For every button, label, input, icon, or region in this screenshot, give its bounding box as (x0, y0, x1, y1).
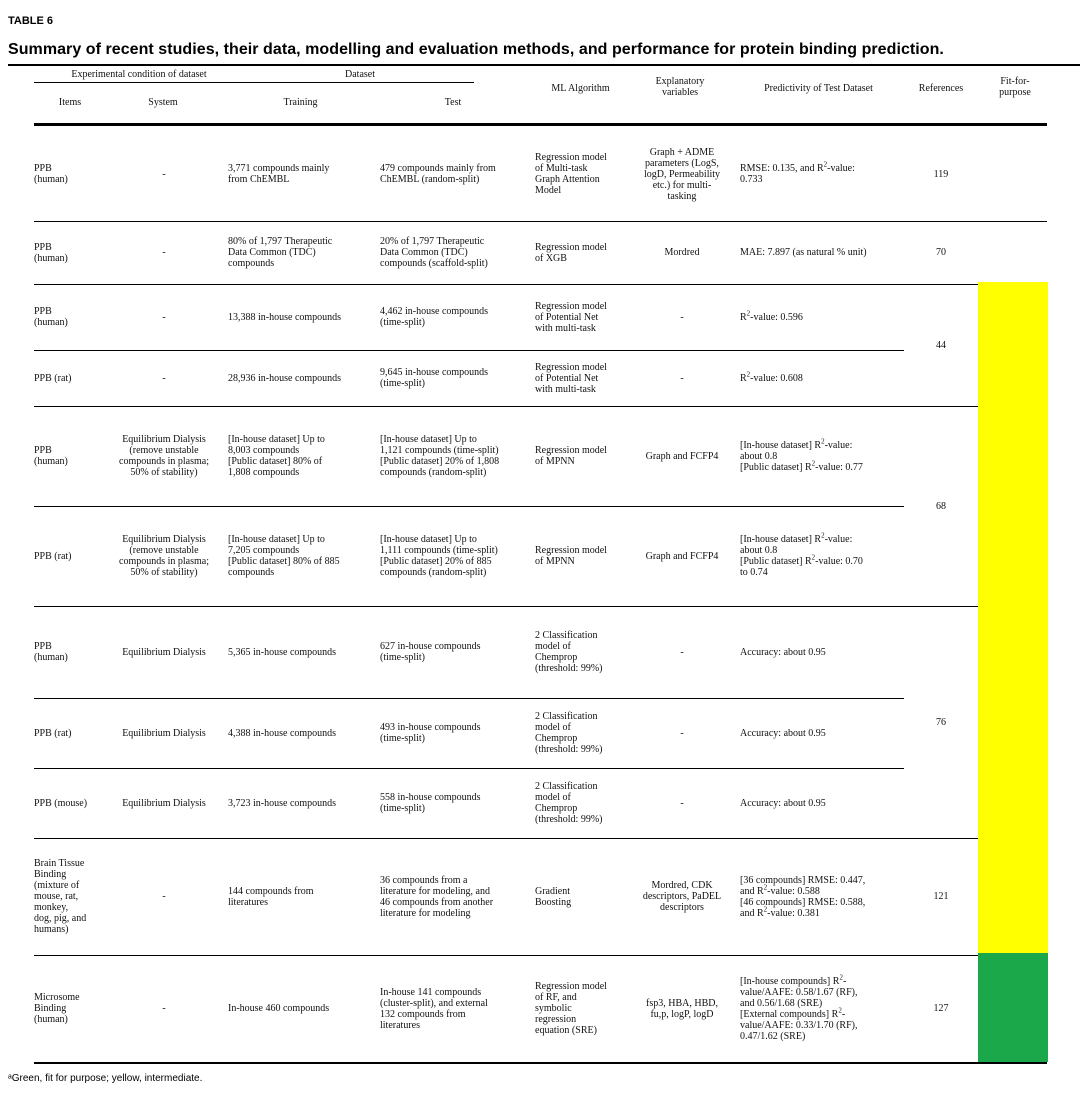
cell-items (34, 284, 106, 350)
cell-reference (905, 955, 977, 1062)
cell-ml-text: 2 Classification model of Chemprop (threshold: 99%) (535, 630, 603, 674)
cell-predictivity (740, 506, 902, 606)
cell-predictivity-text: RMSE: 0.135, and $R^2$-value: 0.733 (740, 160, 855, 185)
cell-items-text: PPB (rat) (34, 550, 72, 562)
cell-explanatory-text: Mordred, CDK descriptors, PaDEL descriptors (642, 880, 722, 913)
cell-items-text: PPB (human) (34, 163, 68, 185)
cell-training-text: 144 compounds from literatures (228, 885, 314, 908)
cell-training (228, 606, 373, 698)
cell-ml (535, 768, 630, 838)
cell-training-text: 4,388 in-house compounds (228, 727, 337, 739)
cell-test (380, 406, 530, 506)
fit-for-purpose-yellow (978, 282, 1048, 350)
cell-explanatory-text: Graph and FCFP4 (645, 450, 719, 462)
cell-training-text: 5,365 in-house compounds (228, 646, 337, 658)
header-fit: Fit-for- purpose (999, 76, 1031, 98)
cell-predictivity (740, 284, 902, 350)
cell-system (108, 127, 220, 221)
cell-explanatory (632, 698, 732, 768)
cell-predictivity-text: [In-house compounds] $R^2-$ value/AAFE: 0.58/1.67 (RF), and 0.56/1.68 (SRE) [External compounds] $R^2-$ value/AAFE: 0.33/1.70 (RF), 0.47/1.62 (SRE) (740, 973, 858, 1042)
cell-test-text: 558 in-house compounds (time-split) (380, 792, 481, 814)
cell-items (34, 606, 106, 698)
cell-training-text: In-house 460 compounds (228, 1003, 330, 1014)
cell-explanatory-text: Graph + ADME parameters (LogS, logD, Permeability etc.) for multi- tasking (643, 146, 721, 202)
header-experimental-group: Experimental condition of dataset (71, 69, 207, 80)
cell-test-text: 479 compounds mainly from ChEMBL (random-split) (380, 163, 496, 185)
caption-rule (8, 64, 1080, 66)
fit-for-purpose-yellow (978, 604, 1048, 698)
header-predictivity: Predictivity of Test Dataset (764, 83, 873, 94)
cell-test-text: 36 compounds from a literature for modeling, and 46 compounds from another literature for modeling (380, 874, 494, 919)
cell-ml-text: Regression model of Multi-task Graph Attention Model (535, 152, 607, 196)
cell-items-text: PPB (mouse) (34, 797, 88, 809)
cell-items-text: PPB (human) (34, 641, 68, 663)
cell-items (34, 768, 106, 838)
cell-system-text: - (162, 1003, 166, 1014)
footnote: ᵃGreen, fit for purpose; yellow, intermediate. (8, 1073, 203, 1084)
cell-explanatory (632, 506, 732, 606)
cell-system-text: - (162, 168, 166, 180)
reference-number: 44 (936, 339, 946, 351)
cell-system (108, 221, 220, 284)
cell-items-text: Brain Tissue Binding (mixture of mouse, rat, monkey, dog, pig, and humans) (34, 858, 87, 935)
fit-for-purpose-yellow (978, 766, 1048, 838)
cell-predictivity-text: $R^2$-value: 0.596 (740, 309, 803, 323)
header-dataset-group: Dataset (345, 69, 375, 80)
cell-system (108, 284, 220, 350)
cell-test (380, 698, 530, 768)
cell-system (108, 606, 220, 698)
reference-number: 76 (936, 716, 946, 728)
cell-test (380, 506, 530, 606)
fit-for-purpose-yellow (978, 836, 1048, 955)
cell-predictivity-text: MAE: 7.897 (as natural % unit) (740, 247, 867, 258)
cell-reference (905, 284, 977, 406)
cell-system-text: Equilibrium Dialysis (122, 727, 206, 739)
cell-predictivity-text: $R^2$-value: 0.608 (740, 370, 803, 384)
cell-test-text: [In-house dataset] Up to 1,111 compounds (time-split) [Public dataset] 20% of 885 compounds (random-split) (380, 534, 498, 578)
cell-test (380, 768, 530, 838)
cell-ml-text: Regression model of MPNN (535, 445, 607, 467)
cell-explanatory (632, 955, 732, 1062)
cell-predictivity-text: [In-house dataset] $R^2$-value: about 0.8 [Public dataset] $R^2$-value: 0.77 (740, 437, 863, 473)
table-label: TABLE 6 (8, 15, 54, 27)
cell-training (228, 768, 373, 838)
cell-items (34, 127, 106, 221)
reference-number: 127 (933, 1003, 949, 1014)
cell-explanatory (632, 838, 732, 955)
cell-system-text: Equilibrium Dialysis (remove unstable compounds in plasma; 50% of stability) (119, 534, 209, 578)
cell-explanatory (632, 350, 732, 406)
cell-training-text: 3,771 compounds mainly from ChEMBL (228, 163, 330, 185)
cell-reference (905, 406, 977, 606)
cell-training (228, 221, 373, 284)
cell-ml (535, 838, 630, 955)
cell-items-text: PPB (rat) (34, 372, 72, 384)
cell-explanatory (632, 606, 732, 698)
cell-explanatory (632, 768, 732, 838)
reference-number: 70 (936, 247, 946, 258)
cell-ml-text: Regression model of Potential Net with multi-task (535, 300, 607, 334)
cell-ml (535, 406, 630, 506)
cell-test-text: 4,462 in-house compounds (time-split) (380, 306, 489, 328)
cell-system-text: Equilibrium Dialysis (122, 646, 206, 658)
header-test: Test (444, 97, 462, 108)
cell-items-text: PPB (human) (34, 241, 68, 264)
cell-reference (905, 838, 977, 955)
cell-system (108, 698, 220, 768)
header-rule (34, 123, 1047, 126)
cell-explanatory-text: - (680, 311, 684, 323)
fit-for-purpose-green (978, 953, 1048, 1062)
cell-ml (535, 506, 630, 606)
cell-predictivity-text: Accuracy: about 0.95 (740, 646, 826, 658)
cell-ml-text: Regression model of RF, and symbolic regression equation (SRE) (535, 981, 607, 1036)
cell-system-text: Equilibrium Dialysis (122, 797, 206, 809)
cell-system (108, 955, 220, 1062)
cell-ml (535, 698, 630, 768)
header-items: Items (58, 97, 82, 108)
header-training: Training (283, 97, 318, 108)
cell-explanatory (632, 284, 732, 350)
cell-items-text: PPB (human) (34, 445, 68, 467)
cell-predictivity (740, 406, 902, 506)
cell-training (228, 284, 373, 350)
cell-items (34, 955, 106, 1062)
cell-system (108, 838, 220, 955)
cell-explanatory-text: Graph and FCFP4 (645, 550, 719, 562)
cell-explanatory-text: - (680, 797, 684, 809)
fit-for-purpose-yellow (978, 696, 1048, 768)
fit-for-purpose-yellow (978, 348, 1048, 406)
cell-ml (535, 955, 630, 1062)
fit-for-purpose-yellow (978, 404, 1048, 506)
cell-system-text: - (162, 891, 166, 902)
cell-system-text: - (162, 372, 166, 384)
cell-predictivity (740, 606, 902, 698)
cell-explanatory-text: fsp3, HBA, HBD, fu,p, logP, logD (646, 997, 718, 1020)
cell-system (108, 506, 220, 606)
cell-items-text: PPB (human) (34, 306, 68, 328)
cell-ml (535, 350, 630, 406)
cell-ml-text: Regression model of MPNN (535, 545, 607, 567)
cell-system-text: - (162, 311, 166, 323)
cell-ml-text: Regression model of Potential Net with multi-task (535, 361, 607, 395)
cell-test (380, 838, 530, 955)
cell-items (34, 838, 106, 955)
cell-system-text: - (162, 247, 166, 258)
cell-ml (535, 284, 630, 350)
cell-predictivity (740, 955, 902, 1062)
table-caption: Summary of recent studies, their data, modelling and evaluation methods, and performance for protein binding prediction. (8, 41, 944, 58)
cell-test (380, 606, 530, 698)
cell-training-text: 3,723 in-house compounds (228, 797, 337, 809)
cell-predictivity-text: [36 compounds] RMSE: 0.447, and $R^2$-value: 0.588 [46 compounds] RMSE: 0.588, and $R^2$-value: 0.381 (740, 874, 866, 919)
reference-number: 68 (936, 500, 946, 512)
cell-training (228, 955, 373, 1062)
cell-predictivity (740, 698, 902, 768)
cell-test-text: In-house 141 compounds (cluster-split), and external 132 compounds from literatures (380, 986, 488, 1031)
cell-ml-text: 2 Classification model of Chemprop (threshold: 99%) (535, 711, 603, 755)
cell-training (228, 838, 373, 955)
cell-ml-text: 2 Classification model of Chemprop (threshold: 99%) (535, 781, 603, 825)
cell-reference (905, 127, 977, 221)
cell-items-text: Microsome Binding (human) (34, 992, 80, 1025)
cell-items-text: PPB (rat) (34, 727, 72, 739)
cell-system (108, 406, 220, 506)
cell-training (228, 406, 373, 506)
cell-test-text: 20% of 1,797 Therapeutic Data Common (TDC) compounds (scaffold-split) (380, 236, 488, 269)
cell-explanatory (632, 221, 732, 284)
cell-test (380, 955, 530, 1062)
cell-predictivity (740, 221, 902, 284)
cell-ml-text: Regression model of XGB (535, 241, 607, 264)
header-explanatory: Explanatory variables (655, 76, 705, 98)
header-ml-algorithm: ML Algorithm (551, 83, 610, 94)
header-references: References (918, 83, 964, 94)
cell-items (34, 698, 106, 768)
row-separator (34, 1062, 1047, 1064)
cell-test (380, 221, 530, 284)
cell-training-text: [In-house dataset] Up to 8,003 compounds [Public dataset] 80% of 1,808 compounds (228, 434, 325, 478)
header-system: System (148, 97, 178, 108)
cell-system (108, 350, 220, 406)
cell-training-text: 28,936 in-house compounds (228, 372, 342, 384)
cell-explanatory-text: - (680, 372, 684, 384)
cell-items (34, 221, 106, 284)
cell-ml (535, 127, 630, 221)
cell-explanatory-text: - (680, 646, 684, 658)
fit-for-purpose-yellow (978, 504, 1048, 606)
cell-training-text: 13,388 in-house compounds (228, 311, 342, 323)
cell-predictivity (740, 768, 902, 838)
cell-training (228, 698, 373, 768)
cell-reference (905, 606, 977, 838)
reference-number: 119 (933, 168, 949, 180)
cell-reference (905, 221, 977, 284)
cell-predictivity (740, 350, 902, 406)
cell-test (380, 350, 530, 406)
cell-test-text: [In-house dataset] Up to 1,121 compounds (time-split) [Public dataset] 20% of 1,808 compounds (random-split) (380, 434, 500, 478)
cell-explanatory-text: - (680, 727, 684, 739)
cell-training (228, 506, 373, 606)
cell-test-text: 9,645 in-house compounds (time-split) (380, 367, 489, 389)
cell-ml (535, 221, 630, 284)
cell-predictivity-text: [In-house dataset] $R^2$-value: about 0.8 [Public dataset] $R^2$-value: 0.70 to 0.74 (740, 531, 863, 578)
cell-test (380, 284, 530, 350)
cell-predictivity (740, 838, 902, 955)
cell-training-text: [In-house dataset] Up to 7,205 compounds [Public dataset] 80% of 885 compounds (228, 534, 340, 578)
cell-ml-text: Gradient Boosting (535, 885, 572, 908)
cell-items (34, 506, 106, 606)
reference-number: 121 (933, 891, 949, 902)
cell-training-text: 80% of 1,797 Therapeutic Data Common (TDC) compounds (228, 236, 333, 269)
cell-predictivity (740, 127, 902, 221)
cell-items (34, 350, 106, 406)
cell-explanatory (632, 406, 732, 506)
cell-system-text: Equilibrium Dialysis (remove unstable compounds in plasma; 50% of stability) (119, 434, 209, 478)
cell-items (34, 406, 106, 506)
cell-test-text: 627 in-house compounds (time-split) (380, 641, 481, 663)
cell-predictivity-text: Accuracy: about 0.95 (740, 727, 826, 739)
cell-training (228, 350, 373, 406)
cell-ml (535, 606, 630, 698)
cell-predictivity-text: Accuracy: about 0.95 (740, 797, 826, 809)
cell-test (380, 127, 530, 221)
header-subline-left (34, 82, 474, 83)
cell-system (108, 768, 220, 838)
cell-explanatory (632, 127, 732, 221)
cell-test-text: 493 in-house compounds (time-split) (380, 722, 481, 744)
cell-training (228, 127, 373, 221)
cell-explanatory-text: Mordred (664, 247, 700, 258)
